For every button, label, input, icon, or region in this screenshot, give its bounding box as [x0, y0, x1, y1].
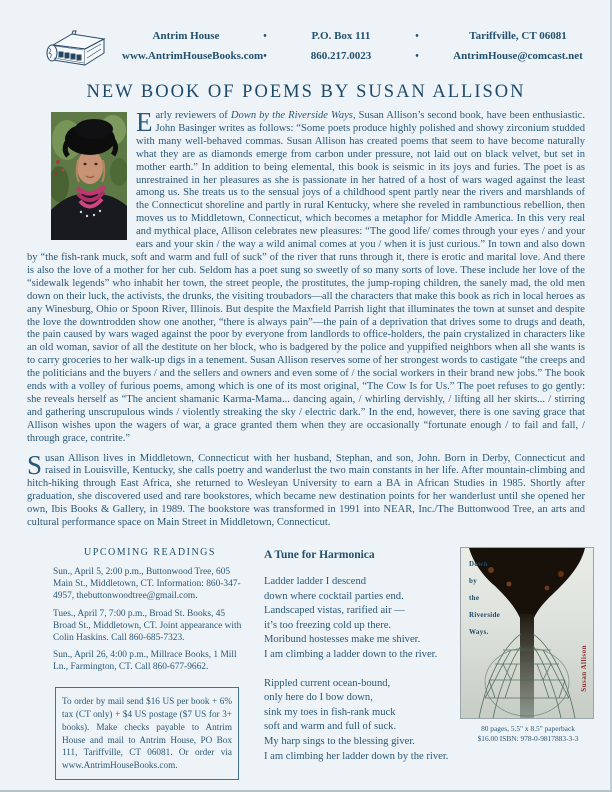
book-title-italic: Down by the Riverside Ways	[230, 110, 353, 121]
poem-line: Ladder ladder I descend	[264, 576, 367, 587]
bullet-separator: •	[263, 50, 267, 62]
publisher-email: AntrimHouse@comcast.net	[453, 50, 583, 62]
poem-line: it’s too freezing cold up there.	[264, 619, 392, 631]
bio-paragraph	[27, 449, 585, 530]
publisher-website: www.AntrimHouseBooks.com	[122, 50, 264, 62]
cover-author-name: Susan Allison	[580, 645, 588, 692]
page-title: NEW BOOK OF POEMS BY SUSAN ALLISON	[86, 82, 526, 102]
review-text-body: , Susan Allison’s second book, have been enthusiastic. John Basinger writes as follows: “Some poets produce highly polished and showy zirconium studded with many well-behaved commas. Susan Allison has created poems that seem to have become naturally what they are as diamonds emerge from carbon under pressure, not laid out on black velvet, but set in mother earth.” In addition to being elemental, this book is seismic in its joys and furies. The poet is as unrestrained in her pleasures as she is passionate in her hatred of a host of wars waged against the least among us. She treats us to the sensual joys of a childhood spent partly near the rivers and marshlands of the Connecticut shoreline and partly in rural Kentucky, where she reveled in rambunctious rebellion, then moves us to Middletown, Connecticut, which becomes a metaphor for Middle America. In this very real and mythical place, Allison celebrates new pleasures: “The good life/ comes through your eyes / and your ears and your skin / the way a wild animal comes at you / when it is just curious.” In town and also down by “the fish-rank muck, soft and warm and full of suck” of the river that runs through it, there is erotic and marital love. And there is also the love of a mother for her cub. Seldom has a poet sung so sweetly of so many sorts of love. These include her love of the “sidewalk legends” who inhabit her town, the street people, the prostitutes, the jump-roping children, the sanely mad, the old men down on their luck, the activists, the drunks, the visiting troubadors—all the characters that make this book as rich in local heroes as any Winesburg, Ohio or Spoon River, Illinois. But despite the Maxfield Parrish light that illuminates the town at sunset and despite the love the downtrodden show one another, “there is always pain”—the pain of a deprivation that drives some to drugs and death, the pain caused by wars waged against the poor by everyone from landlords to office-holders, the pain crystalized in characters like an old woman, savior of all the destitute on her block, who is badgered by the police and yuppified neighbors when all she wants is to carry groceries to her walk-up digs in a tenement. Susan Allison reserves some of her strongest words to castigate “the creeps and the politicians and the buyers / and the sellers and owners and even some of / the social workers in their brand new jobs.” The book ends with a volley of furious poems, among which is one of its most original, “The Cow Is for Us.” The poet refuses to go gently: she reveals herself as “The ancient shamanic Karma-Mama... dancing again, / whirling dervishly, / lifting all her skirts... / stirring and gathering unscrupulous winds / violently streaking the sky / electric dark.” In the end, however, there is one saving grace that Allison wishes upon the wagers of war, a grace granted them when they are occasionally “fortunate enough / to fail and fall, / through grace, contrite.”	[27, 110, 585, 444]
bullet-separator: •	[415, 30, 419, 42]
poem-line: My harp sings to the blessing giver.	[264, 735, 415, 747]
poem-stanza-2	[264, 677, 460, 765]
poem-line: only here do I bow down,	[264, 692, 373, 704]
book-cover-column	[460, 547, 596, 743]
author-photo	[51, 112, 127, 240]
sample-poem	[264, 547, 460, 778]
book-cover-image	[460, 547, 594, 719]
upcoming-readings	[53, 547, 247, 780]
bullet-separator: •	[415, 50, 419, 62]
poem-line: soft and warm and full of suck.	[264, 721, 397, 733]
poem-line: Moribund hostesses make me shiver.	[264, 634, 421, 646]
order-info-box: To order by mail send $16 US per book + 6% tax (CT only) + $4 US postage ($7 US for 3+ books). Make checks payable to Antrim House and mail to Antrim House, PO Box 111, Tariffville, CT 06081. Or order via www.AntrimHouseBooks.com.	[55, 687, 239, 780]
bullet-separator: •	[263, 30, 267, 42]
poem-line: I am climbing a ladder down to the river.	[264, 648, 438, 660]
poem-line: down where cocktail parties end.	[264, 590, 404, 602]
poem-line: Rippled current ocean-bound,	[264, 677, 391, 689]
antrim-house-logo-icon	[45, 28, 109, 72]
publisher-pobox: P.O. Box 111	[311, 30, 371, 42]
poem-line: Landscaped vistas, rarified air —	[264, 605, 405, 617]
poem-stanza-1	[264, 575, 460, 663]
publisher-phone: 860.217.0023	[310, 50, 372, 62]
cover-word: Riverside	[469, 611, 501, 619]
poem-line: I am climbing her ladder down by the river.	[264, 750, 449, 762]
cover-word: the	[469, 594, 480, 602]
publisher-name: Antrim House	[152, 30, 220, 42]
header-row-2	[122, 46, 612, 66]
reading-item: Tues., April 7, 7:00 p.m., Broad St. Books, 45 Broad St., Middletown, CT. Joint appearance with Colin Haskins. Call 860-685-7323.	[53, 608, 242, 643]
cover-title-words	[469, 560, 500, 636]
publisher-city: Tariffville, CT 06081	[469, 30, 567, 42]
dropcap: E	[136, 107, 153, 137]
poem-line: sink my toes in fish-rank muck	[264, 706, 396, 718]
caption-format: 80 pages, 5.5" x 8.5" paperback	[481, 724, 575, 733]
header	[0, 26, 612, 76]
reading-item: Sun., April 5, 2:00 p.m., Buttonwood Tree, 605 Main St., Middletown, CT. Information: 860-347-4957, thebuttonwoodtree@gmail.com.	[53, 567, 241, 601]
cover-word: Down	[469, 560, 488, 568]
poem-title: A Tune for Harmonica	[264, 549, 375, 561]
cover-word: Ways.	[469, 628, 489, 636]
header-row-1	[122, 26, 612, 46]
review-text-lead: arly reviewers of	[155, 110, 231, 121]
bio-text: usan Allison lives in Middletown, Connecticut with her husband, Stephan, and son, John. Born in Derby, Connecticut and raised in Louisville, Kentucky, she calls poetry and wanderlust the two main constants in her life. After mountain-climbing and hitch-hiking through East Africa, she returned to Wesleyan University to earn a BA in African Studies in 1985. Shortly after graduation, she discovered used and rare bookstores, which became new destination points for her wanderlust until she opened her own, Ibis Books & Gallery, in 1989. The bookstore was transformed in 1991 into NEAR, Inc./The Buttonwood Tree, an arts and cultural performance space on Main Street in Middletown, Connecticut.	[27, 452, 585, 529]
caption-price-isbn: $16.00 ISBN: 978-0-9817883-3-3	[477, 733, 579, 743]
dropcap: S	[27, 449, 43, 480]
cover-word: by	[469, 577, 477, 585]
book-details-caption	[460, 724, 596, 743]
reading-item: Sun., April 26, 4:00 p.m., Millrace Books, 1 Mill Ln., Farmington, CT. Call 860-677-9662.	[53, 650, 237, 673]
body-copy	[27, 107, 585, 530]
bottom-section	[27, 547, 588, 780]
readings-heading: UPCOMING READINGS	[84, 547, 216, 558]
